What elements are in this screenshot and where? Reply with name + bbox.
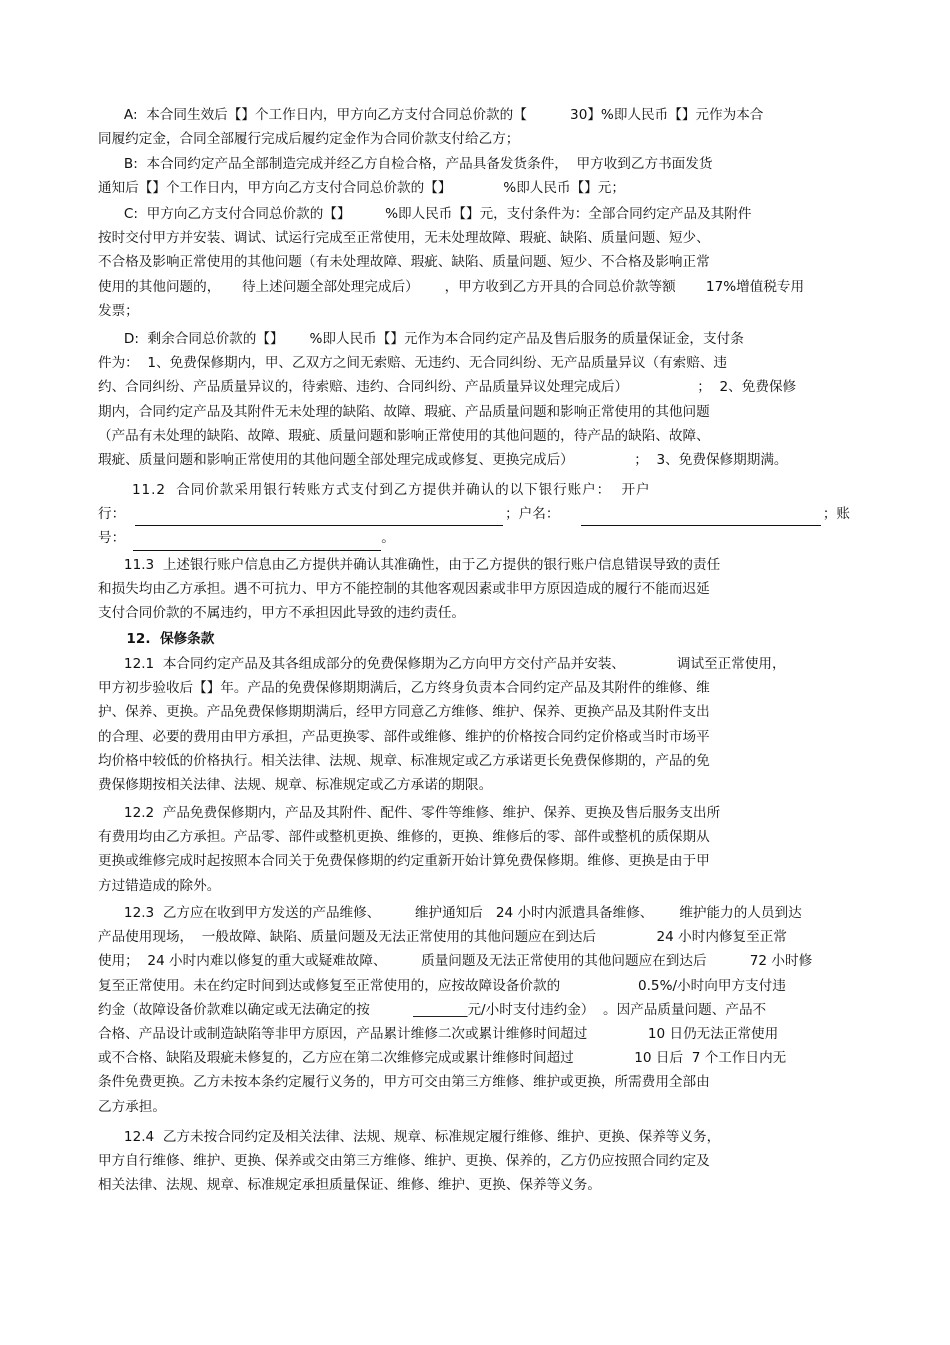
bank-name-blank [135, 507, 503, 526]
text-line: 和损失均由乙方承担。遇不可抗力、甲方不能控制的其他客观因素或非甲方原因造成的履行不能而迟延 [98, 581, 710, 598]
text-line: 条件免费更换。乙方未按本条约定履行义务的，甲方可交由第三方维修、维护或更换，所需费用全部由 [98, 1074, 710, 1091]
text-line: 件为： 1、免费保修期内，甲、乙双方之间无索赔、无违约、无合同纠纷、无产品质量异议（有索赔、违 [98, 355, 728, 372]
account-no-label: 号： [98, 530, 126, 547]
text-line: 瑕疵、质量问题和影响正常使用的其他问题全部处理完成或修复、更换完成后） ； 3、免费保修期期满。 [98, 452, 788, 469]
text-line: 均价格中较低的价格执行。相关法律、法规、规章、标准规定或乙方承诺更长免费保修期的，产品的免 [98, 752, 710, 769]
text-line: 11.3 上述银行账户信息由乙方提供并确认其准确性，由于乙方提供的银行账户信息错误导致的责任 [98, 557, 721, 573]
account-no-blank [133, 532, 381, 551]
text-line: 更换或维修完成时起按照本合同关于免费保修期的约定重新开始计算免费保修期。维修、更换是由于甲 [98, 853, 710, 870]
text-line: 产品使用现场， 一般故障、缺陷、质量问题及无法正常使用的其他问题应在到达后 24 小时内修复至正常 [98, 929, 787, 946]
text-line: D: 剩余合同总价款的【】 %即人民币【】元作为本合同约定产品及售后服务的质量保证金，支付条 [98, 331, 744, 347]
clause-12-1 [98, 652, 850, 797]
text-line: 12.2 产品免费保修期内，产品及其附件、配件、零件等维修、维护、保养、更换及售后服务支出所 [98, 805, 721, 821]
clause-11-1-a [98, 103, 850, 151]
text-line: 按时交付甲方并安装、调试、试运行完成至正常使用，无未处理故障、瑕疵、缺陷、质量问题、短少、 [98, 230, 710, 247]
clause-11-3 [98, 553, 850, 626]
text-line: 合格、产品设计或制造缺陷等非甲方原因，产品累计维修二次或累计维修时间超过 10 日仍无法正常使用 [98, 1026, 779, 1043]
text-line: 发票； [98, 302, 139, 319]
text-line: 约、合同纠纷、产品质量异议的，待索赔、违约、合同纠纷、产品质量异议处理完成后） ； 2、免费保修 [98, 379, 797, 396]
clause-12-3 [98, 901, 850, 1119]
clause-12-2 [98, 801, 850, 898]
account-no-label-tail: ；账 [822, 506, 850, 523]
text-line: 支付合同价款的不属违约，甲方不承担因此导致的违约责任。 [98, 605, 466, 622]
text-line: （产品有未处理的缺陷、故障、瑕疵、质量问题和影响正常使用的其他问题的，待产品的缺陷、故障、 [98, 427, 710, 444]
text-line: 期内，合同约定产品及其附件无未处理的缺陷、故障、瑕疵、产品质量问题和影响正常使用的其他问题 [98, 403, 710, 420]
account-name-label: ；户名： [505, 506, 560, 523]
text-line: 约金（故障设备价款难以确定或无法确定的按 ________元/小时支付违约金） 。因产品质量问题、产品不 [98, 1001, 767, 1018]
text-line: 相关法律、法规、规章、标准规定承担质量保证、维修、维护、更换、保养等义务。 [98, 1177, 601, 1194]
end-mark: 。 [381, 530, 395, 547]
text-line: 护、保养、更换。产品免费保修期期满后，经甲方同意乙方维修、维护、保养、更换产品及其附件支出 [98, 704, 710, 721]
text-line: 的合理、必要的费用由甲方承担，产品更换零、部件或维修、维护的价格按合同约定价格或当时市场平 [98, 728, 710, 745]
text-line: 乙方承担。 [98, 1098, 166, 1115]
text-line: 方过错造成的除外。 [98, 877, 221, 894]
text-line: 使用的其他问题的， 待上述问题全部处理完成后） ，甲方收到乙方开具的合同总价款等额 17%增值税专用 [98, 278, 805, 295]
text-line: 11.2 合同价款采用银行转账方式支付到乙方提供并确认的以下银行账户： 开户 [132, 482, 651, 498]
text-line: 同履约定金，合同全部履行完成后履约定金作为合同价款支付给乙方； [98, 131, 520, 148]
section-12-title: 12. 保修条款 [98, 631, 215, 647]
text-line: B: 本合同约定产品全部制造完成并经乙方自检合格，产品具备发货条件， 甲方收到乙方书面发货 [98, 156, 713, 172]
text-line: 通知后【】个工作日内，甲方向乙方支付合同总价款的【】 %即人民币【】元； [98, 180, 625, 197]
text-line: 12.3 乙方应在收到甲方发送的产品维修、 维护通知后 24 小时内派遣具备维修、 维护能力的人员到达 [98, 905, 802, 921]
clause-11-1-b [98, 152, 850, 200]
clause-11-1-c [98, 202, 850, 323]
text-line: C: 甲方向乙方支付合同总价款的【】 %即人民币【】元，支付条件为：全部合同约定产品及其附件 [98, 206, 752, 222]
text-line: 12.1 本合同约定产品及其各组成部分的免费保修期为乙方向甲方交付产品并安装、 调试至正常使用， [98, 656, 786, 672]
text-line: A: 本合同生效后【】个工作日内，甲方向乙方支付合同总价款的【 30】%即人民币【】元作为本合 [98, 107, 764, 123]
clause-11-1-d [98, 327, 850, 472]
clause-11-2-bank-account [98, 478, 850, 551]
text-line: 不合格及影响正常使用的其他问题（有未处理故障、瑕疵、缺陷、质量问题、短少、不合格及影响正常 [98, 254, 710, 271]
account-name-blank [581, 507, 820, 526]
text-line: 有费用均由乙方承担。产品零、部件或整机更换、维修的，更换、维修后的零、部件或整机的质保期从 [98, 829, 710, 846]
text-line: 12.4 乙方未按合同约定及相关法律、法规、规章、标准规定履行维修、维护、更换、保养等义务， [98, 1129, 721, 1145]
text-line: 甲方自行维修、维护、更换、保养或交由第三方维修、维护、更换、保养的，乙方仍应按照合同约定及 [98, 1153, 710, 1170]
text-line: 使用； 24 小时内难以修复的重大或疑难故障、 质量问题及无法正常使用的其他问题应在到达后 72 小时修 [98, 953, 813, 970]
text-line: 或不合格、缺陷及瑕疵未修复的，乙方应在第二次维修完成或累计维修时间超过 10 日后 7 个工作日内无 [98, 1050, 787, 1067]
text-line: 复至正常使用。未在约定时间到达或修复至正常使用的，应按故障设备价款的 0.5%/小时向甲方支付违 [98, 977, 786, 994]
text-line: 费保修期按相关法律、法规、规章、标准规定或乙方承诺的期限。 [98, 777, 493, 794]
text-line: 甲方初步验收后【】年。产品的免费保修期期满后，乙方终身负责本合同约定产品及其附件的维修、维 [98, 680, 710, 697]
clause-12-4 [98, 1125, 850, 1198]
bank-name-label: 行： [98, 506, 126, 523]
